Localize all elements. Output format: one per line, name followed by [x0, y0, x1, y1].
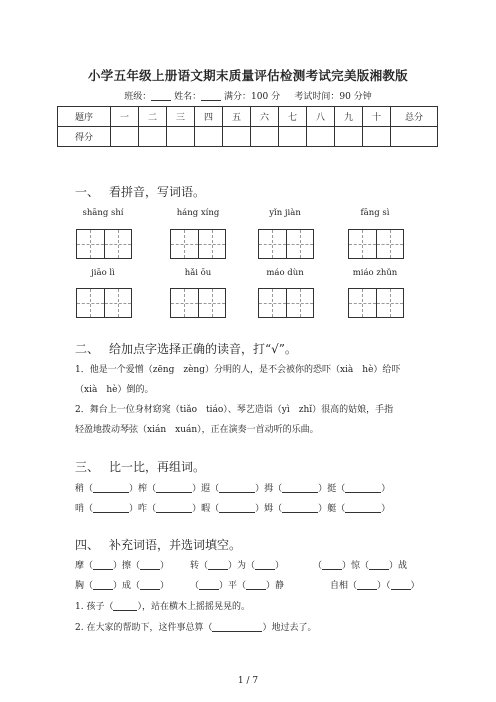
idiom-text: ）静: [266, 581, 285, 591]
pinyin-label: yǐn jiàn: [269, 208, 301, 218]
section-3-heading: [75, 458, 205, 475]
answer-blank[interactable]: [282, 483, 318, 493]
char: 遐: [201, 484, 211, 494]
name-label: 姓名：: [174, 92, 202, 102]
answer-blank[interactable]: [219, 483, 255, 493]
idiom-item: [75, 558, 169, 571]
writing-box[interactable]: [258, 288, 314, 318]
idiom-item: [313, 558, 407, 571]
char: 拇: [264, 484, 274, 494]
score-label: 满分：100 分: [224, 92, 281, 102]
question-line: 轻盈地拨动琴弦（xián xuán），正在演奏一首动听的乐曲。: [75, 425, 319, 435]
score-header: 五: [223, 107, 251, 127]
answer-blank[interactable]: [156, 483, 192, 493]
idiom-text: ）成（: [113, 581, 141, 591]
idiom-item: [330, 578, 420, 591]
time-label: 考试时间：90 分钟: [294, 92, 372, 102]
idiom-text: ）擦（: [113, 561, 141, 571]
answer-blank[interactable]: [208, 560, 228, 570]
idiom-text: 自相（: [330, 581, 358, 591]
question-line: 1．他是一个爱憎（zēng zèng）分明的人，是不会被你的恐吓（xià hè）给吓: [75, 365, 401, 375]
pinyin-label: hǎi ōu: [184, 268, 212, 278]
exam-info: [0, 89, 496, 102]
answer-blank[interactable]: [156, 503, 192, 513]
section-2-heading: [75, 340, 297, 357]
idiom-text: ）: [160, 561, 170, 571]
score-header: 题序: [58, 107, 111, 127]
idiom-text: ）战: [389, 561, 408, 571]
answer-blank[interactable]: [282, 503, 318, 513]
score-cell[interactable]: [167, 127, 195, 147]
score-cell[interactable]: [307, 127, 335, 147]
score-table-row: [58, 127, 438, 147]
question-text: ），站在横木上摇摇晃晃的。: [137, 602, 250, 612]
idiom-text: ）: [275, 561, 285, 571]
pinyin-label: jiāo lì: [91, 268, 115, 278]
question-text: 1. 孩子（: [75, 602, 114, 612]
page-title: 小学五年级上册语文期末质量评估检测考试完美版湘教版: [87, 68, 408, 83]
score-cell[interactable]: [139, 127, 167, 147]
score-header: 一: [111, 107, 139, 127]
idiom-text: ）: [410, 581, 420, 591]
score-table: [57, 106, 438, 147]
idiom-text: 摩（: [75, 561, 94, 571]
compare-row: 哨（ ）咋（ ）暇（ ）姆（ ）艇（ ）: [75, 504, 391, 514]
section-1-heading: [75, 183, 205, 200]
score-header: 八: [307, 107, 335, 127]
score-header: 九: [335, 107, 363, 127]
char: 挺: [327, 484, 337, 494]
pinyin-label: fāng sì: [360, 208, 390, 218]
score-cell[interactable]: [223, 127, 251, 147]
section-number: 四、: [75, 538, 100, 552]
writing-box[interactable]: [348, 288, 404, 318]
writing-box[interactable]: [170, 229, 226, 259]
answer-blank[interactable]: [199, 580, 219, 590]
writing-box[interactable]: [348, 229, 404, 259]
char: 姆: [264, 504, 274, 514]
section-title: 比一比，再组词。: [109, 460, 206, 474]
section-number: 一、: [75, 185, 100, 199]
writing-box[interactable]: [258, 229, 314, 259]
answer-blank[interactable]: [255, 560, 275, 570]
fill-question: [75, 620, 316, 633]
idiom-text: ）惊（: [342, 561, 370, 571]
idiom-text: ）（: [377, 581, 391, 591]
score-header: 总分: [391, 107, 438, 127]
score-cell[interactable]: [279, 127, 307, 147]
class-blank[interactable]: [151, 91, 171, 101]
score-cell[interactable]: [335, 127, 363, 147]
section-title: 看拼音，写词语。: [109, 185, 206, 199]
pinyin-label: shāng shí: [82, 208, 124, 218]
name-blank[interactable]: [201, 91, 221, 101]
answer-blank[interactable]: [345, 503, 381, 513]
writing-box[interactable]: [170, 288, 226, 318]
answer-blank[interactable]: [219, 503, 255, 513]
char: 咋: [138, 504, 148, 514]
answer-blank[interactable]: [93, 580, 113, 590]
section-number: 三、: [75, 460, 100, 474]
answer-blank[interactable]: [369, 560, 389, 570]
idiom-text: ）: [160, 581, 170, 591]
page-number: 1 / 7: [237, 676, 259, 686]
score-cell[interactable]: [391, 127, 438, 147]
score-header: 六: [251, 107, 279, 127]
section-title: 给加点字选择正确的读音，打“√”。: [109, 342, 297, 356]
answer-blank[interactable]: [113, 601, 137, 611]
idiom-item: [75, 578, 169, 591]
score-header: 七: [279, 107, 307, 127]
class-label: 班级：: [124, 92, 152, 102]
question-line: （xià hè）倒的。: [75, 385, 154, 395]
answer-blank[interactable]: [140, 580, 160, 590]
char: 榨: [138, 484, 148, 494]
answer-blank[interactable]: [93, 560, 113, 570]
answer-blank[interactable]: [357, 580, 377, 590]
score-header: 十: [363, 107, 391, 127]
compare-row: 稍（ ）榨（ ）遐（ ）拇（ ）挺（ ）: [75, 484, 391, 494]
answer-blank[interactable]: [345, 483, 381, 493]
idiom-text: 转（: [190, 561, 209, 571]
score-header: 二: [139, 107, 167, 127]
char: 暇: [201, 504, 211, 514]
pinyin-label: miáo zhǔn: [352, 268, 398, 278]
score-cell[interactable]: [195, 127, 223, 147]
question-text: 2. 在大家的帮助下，这件事总算（: [75, 623, 213, 633]
idiom-text: （: [190, 581, 200, 591]
char: 艇: [327, 504, 337, 514]
idiom-item: [190, 558, 284, 571]
answer-blank[interactable]: [140, 560, 160, 570]
pinyin-label: háng xíng: [176, 208, 220, 218]
score-row-label: 得分: [58, 127, 111, 147]
answer-blank[interactable]: [246, 580, 266, 590]
score-table-header-row: [58, 107, 438, 127]
pinyin-label: máo dùn: [266, 268, 304, 278]
section-title: 补充词语，并选词填空。: [109, 538, 242, 552]
score-cell[interactable]: [363, 127, 391, 147]
writing-box[interactable]: [76, 288, 132, 318]
fill-question: [75, 599, 250, 612]
writing-box[interactable]: [76, 229, 132, 259]
char: 哨: [75, 504, 85, 514]
idiom-text: ）为（: [228, 561, 256, 571]
idiom-item: [190, 578, 284, 591]
idiom-text: ）平（: [219, 581, 247, 591]
idiom-text: 胸（: [75, 581, 94, 591]
answer-blank[interactable]: [93, 483, 129, 493]
idiom-text: （: [313, 561, 323, 571]
answer-blank[interactable]: [322, 560, 342, 570]
answer-blank[interactable]: [93, 503, 129, 513]
section-4-heading: [75, 536, 241, 553]
score-cell[interactable]: [251, 127, 279, 147]
question-text: ）地过去了。: [262, 623, 317, 633]
score-header: 三: [167, 107, 195, 127]
score-cell[interactable]: [111, 127, 139, 147]
answer-blank[interactable]: [391, 580, 411, 590]
answer-blank[interactable]: [212, 622, 262, 632]
section-number: 二、: [75, 342, 100, 356]
char: 稍: [75, 484, 85, 494]
score-header: 四: [195, 107, 223, 127]
question-line: 2．舞台上一位身材窈窕（tiǎo tiáo）、琴艺造诣（yì zhǐ）很高的姑娘，手指: [75, 405, 394, 415]
